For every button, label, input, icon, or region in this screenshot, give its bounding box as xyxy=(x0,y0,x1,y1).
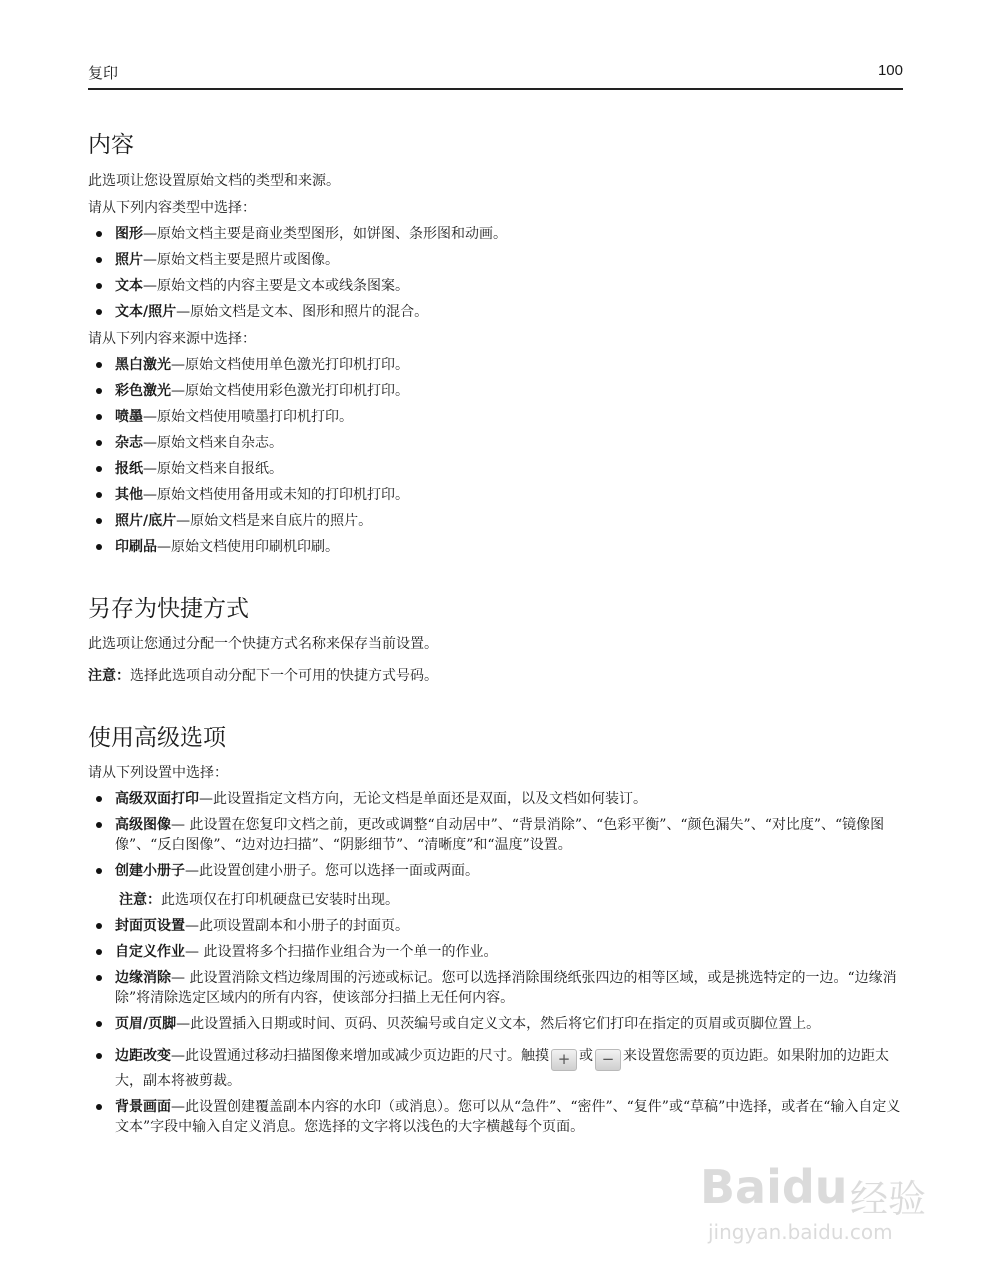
section-heading-advanced-options: 使用高级选项 xyxy=(88,725,226,751)
list-lead: 请从下列设置中选择： xyxy=(88,765,228,781)
item-desc: —此设置通过移动扫描图像来增加或减少页边距的尺寸。触摸 xyxy=(171,1048,549,1064)
item-desc: —原始文档使用喷墨打印机打印。 xyxy=(143,409,353,425)
item-desc: —原始文档来自报纸。 xyxy=(143,461,283,477)
list-item xyxy=(88,355,903,375)
section-heading-content: 内容 xyxy=(88,132,134,158)
watermark-url: jingyan.baidu.com xyxy=(708,1220,893,1244)
plus-icon[interactable]: + xyxy=(551,1049,577,1071)
advanced-options-list-continued xyxy=(88,916,903,1137)
list-item xyxy=(88,861,903,881)
note-text: 此选项仅在打印机硬盘已安装时出现。 xyxy=(161,892,399,908)
list-item xyxy=(88,968,903,1008)
item-term: 图形 xyxy=(115,226,143,242)
list-item xyxy=(88,433,903,453)
item-term: 文本/照片 xyxy=(115,304,177,320)
item-term: 背景画面 xyxy=(115,1099,171,1115)
item-desc: —原始文档使用备用或未知的打印机打印。 xyxy=(143,487,409,503)
item-term: 报纸 xyxy=(115,461,143,477)
list-item xyxy=(88,224,903,244)
page-header xyxy=(88,62,903,90)
list-item xyxy=(88,789,903,809)
list-item xyxy=(88,1046,903,1091)
advanced-options-list xyxy=(88,789,903,881)
item-term: 文本 xyxy=(115,278,143,294)
item-desc: —此设置指定文档方向，无论文档是单面还是双面，以及文档如何装订。 xyxy=(199,791,647,807)
item-desc: —原始文档主要是照片或图像。 xyxy=(143,252,339,268)
item-term: 喷墨 xyxy=(115,409,143,425)
list-item xyxy=(88,1014,903,1034)
item-desc: —此项设置副本和小册子的封面页。 xyxy=(185,918,409,934)
item-term: 创建小册子 xyxy=(115,863,185,879)
item-term: 照片/底片 xyxy=(115,513,177,529)
item-term: 照片 xyxy=(115,252,143,268)
indented-note xyxy=(88,890,903,910)
list-item xyxy=(88,276,903,296)
list-item xyxy=(88,302,903,322)
watermark-logo xyxy=(700,1150,960,1260)
page-number: 100 xyxy=(877,62,903,79)
item-term: 彩色激光 xyxy=(115,383,171,399)
item-desc: —原始文档是来自底片的照片。 xyxy=(176,513,373,529)
list-item xyxy=(88,537,903,557)
item-term: 黑白激光 xyxy=(115,357,171,373)
list-item xyxy=(88,250,903,270)
content-source-list xyxy=(88,355,903,557)
content-type-list xyxy=(88,224,903,322)
note-label: 注意： xyxy=(119,892,161,908)
item-term: 页眉/页脚 xyxy=(115,1016,177,1032)
list-item xyxy=(88,1097,903,1137)
item-desc: —原始文档使用印刷机印刷。 xyxy=(157,539,339,555)
or-text: 或 xyxy=(579,1048,593,1064)
section-heading-save-shortcut: 另存为快捷方式 xyxy=(88,596,249,622)
item-desc: — 此设置在您复印文档之前，更改或调整“自动居中”、“背景消除”、“色彩平衡”、“颜色漏失”、“对比度”、“镜像图像”、“反白图像”、“边对边扫描”、“阴影细节”、“清晰度”和“温度”设置。 xyxy=(115,817,885,853)
item-desc: —原始文档来自杂志。 xyxy=(143,435,283,451)
item-desc: —此设置创建小册子。您可以选择一面或两面。 xyxy=(185,863,479,879)
list-item xyxy=(88,459,903,479)
watermark-brand: Baidu xyxy=(700,1160,848,1214)
list-lead: 请从下列内容来源中选择： xyxy=(88,331,256,347)
note-text: 选择此选项自动分配下一个可用的快捷方式号码。 xyxy=(130,668,438,684)
item-term: 自定义作业 xyxy=(115,944,185,960)
item-desc: — 此设置消除文档边缘周围的污迹或标记。您可以选择消除围绕纸张四边的相等区域，或是挑选特定的一边。“边缘消除”将清除选定区域内的所有内容，使该部分扫描上无任何内容。 xyxy=(115,970,897,1006)
item-desc: —此设置插入日期或时间、页码、贝茨编号或自定义文本，然后将它们打印在指定的页眉或页脚位置上。 xyxy=(176,1016,821,1032)
note xyxy=(88,666,903,686)
item-term: 高级图像 xyxy=(115,817,171,833)
item-desc: —原始文档使用单色激光打印机打印。 xyxy=(171,357,409,373)
list-item xyxy=(88,815,903,855)
item-term: 边缘消除 xyxy=(115,970,171,986)
list-item xyxy=(88,916,903,936)
item-desc: —原始文档主要是商业类型图形，如饼图、条形图和动画。 xyxy=(143,226,507,242)
section-intro: 此选项让您设置原始文档的类型和来源。 xyxy=(88,173,340,189)
item-desc: —原始文档的内容主要是文本或线条图案。 xyxy=(143,278,409,294)
list-item xyxy=(88,942,903,962)
item-term: 印刷品 xyxy=(115,539,157,555)
minus-icon[interactable]: − xyxy=(595,1049,621,1071)
item-term: 边距改变 xyxy=(115,1048,171,1064)
item-term: 封面页设置 xyxy=(115,918,185,934)
item-desc: —此设置创建覆盖副本内容的水印（或消息）。您可以从“急件”、“密件”、“复件”或“草稿”中选择，或者在“输入自定义文本”字段中输入自定义消息。您选择的文字将以浅色的大字横越每个页面。 xyxy=(115,1099,901,1135)
item-term: 高级双面打印 xyxy=(115,791,199,807)
item-desc: —原始文档使用彩色激光打印机打印。 xyxy=(171,383,409,399)
item-desc: — 此设置将多个扫描作业组合为一个单一的作业。 xyxy=(185,944,498,960)
list-item xyxy=(88,511,903,531)
item-term: 杂志 xyxy=(115,435,143,451)
list-item xyxy=(88,381,903,401)
note-label: 注意： xyxy=(88,668,130,684)
watermark-cn: 经验 xyxy=(850,1177,927,1221)
list-item xyxy=(88,407,903,427)
header-title: 复印 xyxy=(88,64,119,82)
item-term: 其他 xyxy=(115,487,143,503)
item-desc: —原始文档是文本、图形和照片的混合。 xyxy=(176,304,429,320)
section-intro: 此选项让您通过分配一个快捷方式名称来保存当前设置。 xyxy=(88,636,438,652)
page-content xyxy=(88,128,903,1137)
list-item xyxy=(88,485,903,505)
list-lead: 请从下列内容类型中选择： xyxy=(88,200,256,216)
item-desc: 来设置您需要的页边距。如果附加的边距太大，副本将被剪裁。 xyxy=(115,1048,889,1089)
